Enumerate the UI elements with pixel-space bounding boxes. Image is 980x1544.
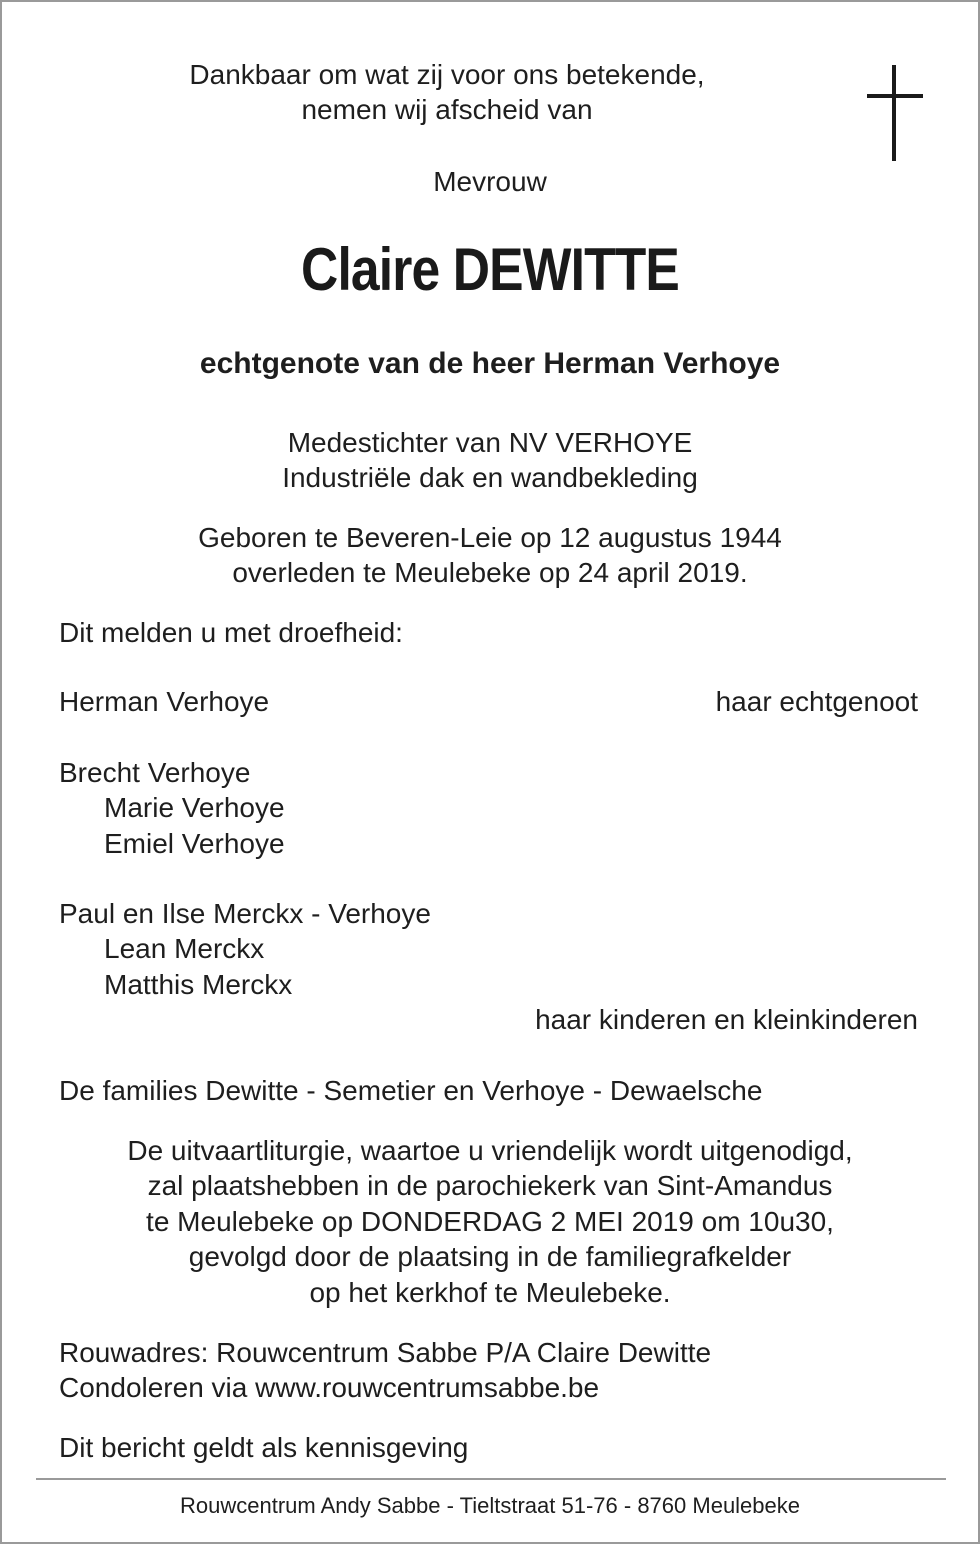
family1-parent: Brecht Verhoye: [59, 757, 251, 788]
deceased-name: Claire DEWITTE: [301, 236, 679, 303]
intro-line-2: nemen wij afscheid van: [301, 94, 593, 125]
family2-parent: Paul en Ilse Merckx - Verhoye: [59, 898, 431, 929]
spouse-line: echtgenote van de heer Herman Verhoye: [199, 347, 781, 380]
company-line-1: Medestichter van NV VERHOYE: [287, 427, 693, 458]
children-relation: haar kinderen en kleinkinderen: [535, 1004, 918, 1035]
family1-child: Marie Verhoye: [104, 792, 285, 823]
funeral-line: te Meulebeke op DONDERDAG 2 MEI 2019 om 10u30,: [146, 1206, 834, 1237]
address-line: Rouwadres: Rouwcentrum Sabbe P/A Claire Dewitte: [59, 1337, 712, 1368]
footer-divider: [36, 1478, 946, 1480]
company-line-2: Industriële dak en wandbekleding: [282, 462, 698, 493]
condolences-line: Condoleren via www.rouwcentrumsabbe.be: [59, 1372, 600, 1403]
families-line: De families Dewitte - Semetier en Verhoye - Dewaelsche: [59, 1075, 763, 1106]
death-line: overleden te Meulebeke op 24 april 2019.: [232, 557, 748, 588]
footer-text: Rouwcentrum Andy Sabbe - Tieltstraat 51-76 - 8760 Meulebeke: [179, 1493, 801, 1518]
notice-line: Dit bericht geldt als kennisgeving: [59, 1432, 469, 1463]
honorific: Mevrouw: [433, 166, 547, 197]
announce-line: Dit melden u met droefheid:: [59, 617, 403, 648]
intro-line-1: Dankbaar om wat zij voor ons betekende,: [189, 59, 705, 90]
funeral-line: op het kerkhof te Meulebeke.: [309, 1277, 671, 1308]
funeral-line: gevolgd door de plaatsing in de familiegrafkelder: [188, 1241, 792, 1272]
spouse-name: Herman Verhoye: [59, 686, 270, 717]
birth-line: Geboren te Beveren-Leie op 12 augustus 1944: [198, 522, 782, 553]
spouse-relation: haar echtgenoot: [715, 686, 918, 717]
family1-child: Emiel Verhoye: [104, 828, 285, 859]
funeral-line: zal plaatshebben in de parochiekerk van Sint-Amandus: [147, 1170, 833, 1201]
funeral-line: De uitvaartliturgie, waartoe u vriendelijk wordt uitgenodigd,: [127, 1135, 853, 1166]
family2-child: Matthis Merckx: [104, 969, 293, 1000]
cross-icon-vertical: [892, 65, 896, 161]
family2-child: Lean Merckx: [104, 933, 265, 964]
